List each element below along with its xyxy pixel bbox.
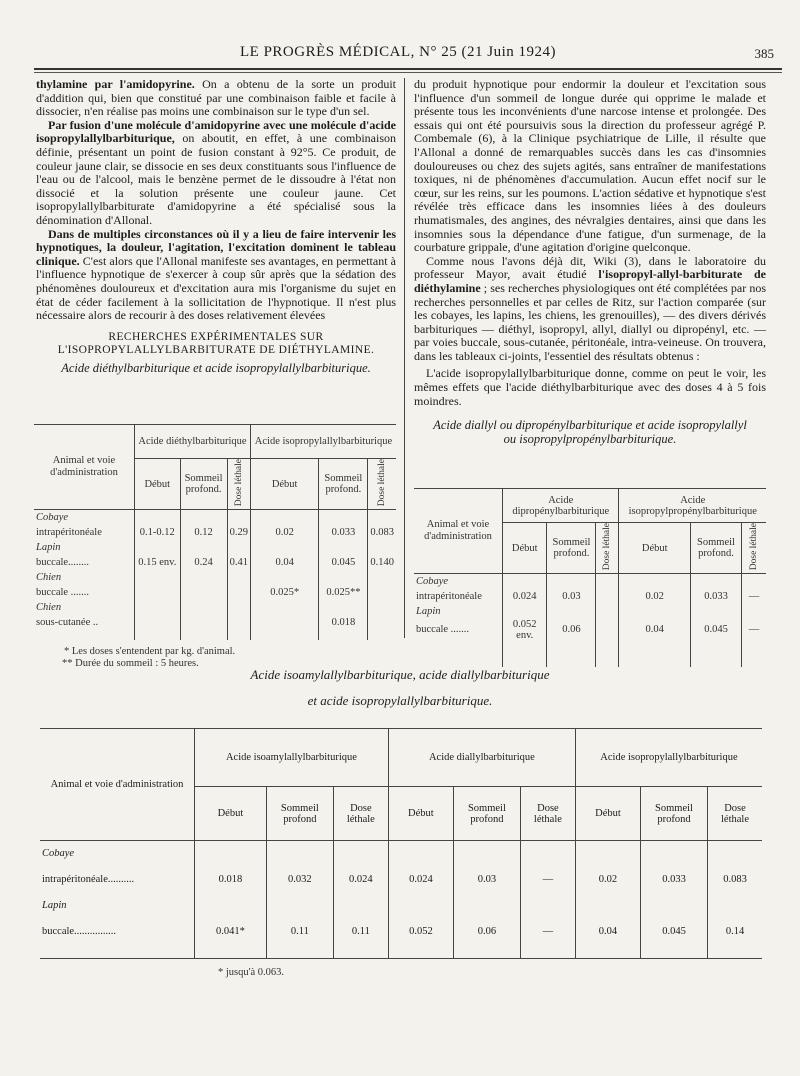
table2-pad-cell <box>691 641 742 667</box>
table1-cell-b3: 0.083 <box>370 526 394 538</box>
table2-row <box>414 619 766 641</box>
table3-caption-line2: et acide isopropylallylbarbiturique. <box>307 693 493 708</box>
table1-row <box>34 615 396 630</box>
table2-caption-line2: ou isopropylpropénylbarbiturique. <box>503 432 677 447</box>
table3-pad-cell <box>40 945 195 959</box>
table1-sommeil-b: Sommeil profond. <box>319 459 368 510</box>
table1-cell-b3 <box>368 615 396 630</box>
table1-cell-b3 <box>368 585 396 600</box>
table1-cell-a3 <box>227 615 250 630</box>
table1-cell-b1 <box>250 540 318 555</box>
table2-pad-cell <box>742 641 767 667</box>
table1-cell-b2: 0.025** <box>319 585 368 600</box>
paragraph-text: ; ses recherches physiologiques ont été complétées par nos recherches personnelles et par celles de Ritz, sur l'action comparée (sur les cobayes, les lapins, les chiens, les grenouilles), — des divers dérivés barbituriques — diéthyl, isopropyl, allyl, diallyl ou dipropényl, etc. — par voies buccale, sous-cutanée, péritonéale, intra-veineuse. On trouvera, dans les tableaux ci-joints, l'essentiel des résultats obtenus : <box>414 280 766 363</box>
table3-group-c: Acide isopropylallylbarbiturique <box>575 729 762 787</box>
table1-cell-label: buccale........ <box>34 555 135 570</box>
table3-cell-value <box>641 841 708 867</box>
bold-text: thylamine par l'amidopyrine. <box>36 77 195 91</box>
table1-debut-b: Début <box>250 459 318 510</box>
table3-cell-value <box>195 841 267 867</box>
table2-dose-b: Dose léthale <box>749 523 759 571</box>
table3-cell-value: 0.032 <box>266 867 333 893</box>
table1-row <box>34 585 396 600</box>
table2-row <box>414 574 766 589</box>
table1-cell-a1 <box>135 600 181 615</box>
table3-cell-value <box>266 893 333 919</box>
table2-cell-a1 <box>503 574 547 589</box>
table1-cell-b3 <box>368 540 396 555</box>
paragraph-text: On a obtenu de la sorte un produit d'addition qui, bien que constitué par une combinaison faible et facile à dissocier, n'en réalise pas moins une combinaison sur le type d'un sel. <box>36 77 396 119</box>
table1-cell-b3 <box>368 600 396 615</box>
table1-cell-b2: 0.045 <box>319 555 368 570</box>
table3-group-b: Acide diallylbarbiturique <box>388 729 575 787</box>
table1-cell-a2: 0.12 <box>180 525 227 540</box>
table3-cell-value: 0.018 <box>195 867 267 893</box>
table2-cell-label: Lapin <box>414 604 503 619</box>
table3-row <box>40 867 762 893</box>
table3 <box>40 728 762 979</box>
table3-pad-cell <box>266 945 333 959</box>
table2-pad-cell <box>414 641 503 667</box>
table1-cell-a1: 0.1-0.12 <box>135 525 181 540</box>
table3-caption-line1: Acide isoamylallylbarbiturique, acide diallylbarbiturique <box>250 667 550 682</box>
table2-cell-a3 <box>596 574 619 589</box>
table1-dose-a: Dose léthale <box>233 459 244 507</box>
table3-pad-cell <box>453 945 520 959</box>
table1-cell-b1 <box>250 570 318 585</box>
table2-cell-label: Cobaye <box>414 574 503 589</box>
table3-cell-value <box>575 893 640 919</box>
table1-cell-a2 <box>180 600 227 615</box>
table2-cell-a2: 0.03 <box>547 589 596 604</box>
table1-cell-a1 <box>135 510 181 525</box>
table1-cell-b2 <box>319 510 368 525</box>
paragraph-text: C'est alors que l'Allonal manifeste ses avantages, en permettant à l'influence hypnotique de s'exercer à coup sûr après que la sédation des phénomènes douloureux et d'excitation aura mis l'organisme du sujet en état de céder facilement à la sollicitation de l'hypnotique. Il n'est plus nécessaire alors de recourir à des doses relativement élevées <box>36 253 396 323</box>
header-rule-thin <box>34 72 782 73</box>
paragraph-text: on aboutit, en effet, à une combinaison définie, présentant un point de fusion constant à 92°5. Ce produit, de couleur jaune clair, se dissocie en ses deux constituants sous l'influence de l'eau ou de l'alcool, mais le benzène permet de le dissoudre à l'état non dissocié et la solution présente une couleur jaune. Cet isopropylallylbarbiturate d'amidopyrine a été spécialisé sous la dénomination d'Allonal. <box>36 131 396 227</box>
table2-cell-b2 <box>691 574 742 589</box>
table1 <box>34 424 396 670</box>
table3-cell-value <box>708 841 763 867</box>
right-paragraph-2 <box>414 255 766 364</box>
table3-cell-value: 0.045 <box>641 919 708 945</box>
table1-row <box>34 525 396 540</box>
table1-cell-b3 <box>368 510 396 525</box>
table3-cell-value: 0.11 <box>333 919 388 945</box>
table1-pad-cell <box>368 630 396 640</box>
table3-row <box>40 893 762 919</box>
table3-cell-value: 0.052 <box>388 919 453 945</box>
table1-cell-label: Lapin <box>34 540 135 555</box>
table1-note-1: * Les doses s'entendent par kg. d'animal. <box>64 645 236 657</box>
table3-pad-cell <box>333 945 388 959</box>
table3-debut-c: Début <box>575 787 640 841</box>
left-paragraph-3 <box>36 228 396 323</box>
table1-cell-b1: 0.02 <box>250 525 318 540</box>
table2-cell-a2 <box>547 574 596 589</box>
table3-cell-value <box>520 893 575 919</box>
table1-cell-b1 <box>250 615 318 630</box>
table1-cell-a3 <box>227 510 250 525</box>
table3-pad-cell <box>195 945 267 959</box>
table1-cell-a3 <box>227 540 250 555</box>
table2-cell-b3: — <box>748 590 760 602</box>
bold-text: Par fusion d'une molécule d'amidopyrine avec une molécule d'acide isopropylallylbarbiturique, <box>36 117 396 146</box>
table2-cell-label: buccale ....... <box>414 619 503 641</box>
table3-dose-a: Dose léthale <box>333 787 388 841</box>
table1-pad-cell <box>180 630 227 640</box>
table1-cell-b2: 0.018 <box>319 615 368 630</box>
table3-cell-value: — <box>520 867 575 893</box>
table1-cell-a1 <box>135 585 181 600</box>
right-paragraph-1: du produit hypnotique pour endormir la douleur et l'excitation sous l'influence d'un sommeil de longue durée qui opprime le malade et présente tous les inconvénients d'une narcose intense et prolongée. Des essais qui ont été poursuivis sous la direction du professeur agrégé P. Combemale (6), à la Clinique psychiatrique de Lille, il résulte que l'Allonal a donné de remarquables succès dans les cas d'insomnies douloureuses ou chez des sujets agités, sans entraîner de manifestations toxiques, ni de phénomènes d'accumulation. Aucun effet nocif sur le cœur, sur les reins, sur les poumons. L'action sédative et hypnotique s'est révélée très efficace dans les insomnies liées à des douleurs rhumatismales, des angines, des névralgies dentaires, ainsi que dans les insomnies sous la dépendance d'une fatigue, d'un surmenage, de la courbature grippale, d'une agitation d'origine quelconque. <box>414 77 766 255</box>
table2-cell-a2: 0.06 <box>547 619 596 641</box>
left-paragraph-1 <box>36 78 396 119</box>
table3-cell-value: 0.02 <box>575 867 640 893</box>
table1-group-a: Acide diéthylbarbiturique <box>135 425 251 459</box>
table3-cell-value: 0.11 <box>266 919 333 945</box>
table1-cell-label: Cobaye <box>34 510 135 525</box>
table1-cell-a3 <box>227 585 250 600</box>
table1-cell-b2: 0.033 <box>319 525 368 540</box>
table2-pad-cell <box>619 641 691 667</box>
table1-cell-label: buccale ....... <box>34 585 135 600</box>
table3-group-a: Acide isoamylallylbarbiturique <box>195 729 389 787</box>
table1-pad-cell <box>250 630 318 640</box>
table1-cell-b1: 0.04 <box>250 555 318 570</box>
table3-cell-value <box>520 841 575 867</box>
column-divider <box>404 78 405 638</box>
table3-cell-label: Lapin <box>40 893 195 919</box>
right-column <box>414 78 766 446</box>
table1-caption: Acide diéthylbarbiturique et acide isopropylallylbarbiturique. <box>61 360 371 375</box>
table2-col-animal: Animal et voie d'administration <box>414 489 503 574</box>
paragraph-text: Comme nous l'avons déjà dit, Wiki (3), dans le laboratoire du professeur Mayor, avait étudié <box>414 253 766 282</box>
table1-col-animal: Animal et voie d'administration <box>34 425 135 510</box>
table2-cell-b1: 0.04 <box>619 619 691 641</box>
page-number: 385 <box>754 46 774 61</box>
table3-cell-value: — <box>520 919 575 945</box>
table3-cell-value <box>266 841 333 867</box>
table2 <box>414 488 766 667</box>
table1-cell-b2 <box>319 600 368 615</box>
table2-sommeil-b: Sommeil profond. <box>691 523 742 574</box>
table1-cell-b1 <box>250 510 318 525</box>
table3-pad-row <box>40 945 762 959</box>
table3-cell-value: 0.06 <box>453 919 520 945</box>
table3-cell-value: 0.041* <box>195 919 267 945</box>
table1-cell-a2: 0.24 <box>180 555 227 570</box>
table2-cell-b1: 0.02 <box>619 589 691 604</box>
table3-cell-value: 0.14 <box>725 926 745 937</box>
table2-cell-b3 <box>742 604 767 619</box>
table3-col-animal: Animal et voie d'administration <box>40 729 195 841</box>
table2-cell-b3: — <box>748 624 760 636</box>
table2-group-b: Acide isopropylpropénylbarbiturique <box>619 489 766 523</box>
table3-sommeil-b: Sommeil profond <box>453 787 520 841</box>
table1-cell-a1 <box>135 615 181 630</box>
left-paragraph-2 <box>36 119 396 228</box>
table3-dose-b: Dose léthale <box>520 787 575 841</box>
table1-cell-a1 <box>135 570 181 585</box>
table2-cell-a3 <box>596 604 619 619</box>
table3-cell-value <box>453 893 520 919</box>
table2-cell-b3 <box>742 574 767 589</box>
table1-cell-a3 <box>227 570 250 585</box>
table1-cell-a1: 0.15 env. <box>135 555 181 570</box>
table2-group-a: Acide dipropénylbarbiturique <box>503 489 619 523</box>
table1-cell-a2 <box>180 615 227 630</box>
table1-cell-a2 <box>180 540 227 555</box>
table1-cell-b3 <box>368 570 396 585</box>
journal-title: LE PROGRÈS MÉDICAL, N° 25 (21 Juin 1924) <box>240 44 557 60</box>
table3-cell-value: 0.03 <box>453 867 520 893</box>
table2-debut-b: Début <box>619 523 691 574</box>
table1-debut-a: Début <box>135 459 181 510</box>
table1-row <box>34 570 396 585</box>
bold-text: l'isopropyl-allyl-barbiturate de diéthylamine <box>414 267 766 295</box>
table2-row <box>414 589 766 604</box>
table2-pad-row <box>414 641 766 667</box>
left-column <box>36 78 396 375</box>
table1-pad-cell <box>34 630 135 640</box>
table2-cell-b2: 0.045 <box>691 619 742 641</box>
table3-cell-value <box>641 893 708 919</box>
table1-pad-cell <box>319 630 368 640</box>
table3-sommeil-a: Sommeil profond <box>266 787 333 841</box>
table2-cell-label: intrapéritonéale <box>414 589 503 604</box>
table2-cell-a3 <box>596 619 619 641</box>
table3-row <box>40 919 762 945</box>
table3-note: * jusqu'à 0.063. <box>218 967 285 978</box>
table3-cell-label: Cobaye <box>40 841 195 867</box>
table3-pad-cell <box>575 945 640 959</box>
table1-row <box>34 600 396 615</box>
table1-cell-a3 <box>227 600 250 615</box>
table2-pad-cell <box>596 641 619 667</box>
table2-cell-b1 <box>619 574 691 589</box>
table1-cell-b1 <box>250 600 318 615</box>
table3-cell-value <box>388 893 453 919</box>
table3-cell-value: 0.024 <box>333 867 388 893</box>
table2-cell-a2 <box>547 604 596 619</box>
table1-cell-b2 <box>319 540 368 555</box>
table3-cell-value: 0.083 <box>723 874 747 885</box>
table1-cell-label: intrapéritonéale <box>34 525 135 540</box>
table1-cell-a2 <box>180 510 227 525</box>
table1-cell-a2 <box>180 585 227 600</box>
table2-sommeil-a: Sommeil profond. <box>547 523 596 574</box>
page-header <box>0 44 800 68</box>
table2-cell-a1 <box>503 604 547 619</box>
table1-cell-label: Chien <box>34 600 135 615</box>
table3-pad-cell <box>520 945 575 959</box>
table3-cell-value: 0.024 <box>388 867 453 893</box>
table1-cell-a2 <box>180 570 227 585</box>
header-rule <box>34 68 782 70</box>
table3-pad-cell <box>388 945 453 959</box>
table1-pad-cell <box>227 630 250 640</box>
table2-cell-a1: 0.052 env. <box>503 619 547 641</box>
table3-dose-c: Dose léthale <box>708 787 763 841</box>
table1-sommeil-a: Sommeil profond. <box>180 459 227 510</box>
section-heading: RECHERCHES EXPÉRIMENTALES SUR L'ISOPROPYLALLYLBARBITURATE DE DIÉTHYLAMINE. <box>57 330 375 356</box>
table3-cell-value <box>708 893 763 919</box>
table1-cell-a3: 0.29 <box>227 525 250 540</box>
table1-cell-a1 <box>135 540 181 555</box>
table3-debut-b: Début <box>388 787 453 841</box>
table3-debut-a: Début <box>195 787 267 841</box>
table3-cell-value <box>388 841 453 867</box>
table3-cell-value <box>333 841 388 867</box>
table2-cell-b2: 0.033 <box>691 589 742 604</box>
table3-cell-label: buccale................ <box>40 919 195 945</box>
table3-cell-value <box>575 841 640 867</box>
right-paragraph-3: L'acide isopropylallylbarbiturique donne, comme on peut le voir, les mêmes effets que l'acide diéthylbarbiturique avec des doses 4 à 5 fois moindres. <box>414 366 766 408</box>
table1-cell-label: sous-cutanée .. <box>34 615 135 630</box>
table2-cell-a3 <box>596 589 619 604</box>
table3-sommeil-c: Sommeil profond <box>641 787 708 841</box>
table3-pad-cell <box>708 945 763 959</box>
table1-pad-cell <box>135 630 181 640</box>
table3-pad-cell <box>641 945 708 959</box>
table2-caption-line1: Acide diallyl ou dipropénylbarbiturique et acide isopropylallyl <box>433 418 747 433</box>
table2-cell-a1: 0.024 <box>503 589 547 604</box>
table3-cell-value: 0.033 <box>641 867 708 893</box>
table1-cell-a3: 0.41 <box>227 555 250 570</box>
table2-cell-b2 <box>691 604 742 619</box>
table3-cell-value <box>453 841 520 867</box>
table1-pad-row <box>34 630 396 640</box>
table1-cell-b1: 0.025* <box>250 585 318 600</box>
table1-row <box>34 555 396 570</box>
table2-pad-cell <box>547 641 596 667</box>
bold-text: Dans de multiples circonstances où il y a lieu de faire intervenir les hypnotiques, la douleur, l'agitation, l'excitation dominent le tableau clinique. <box>36 226 396 268</box>
table1-cell-b3: 0.140 <box>370 556 394 568</box>
table1-dose-b: Dose léthale <box>377 459 388 507</box>
table2-debut-a: Début <box>503 523 547 574</box>
table1-cell-label: Chien <box>34 570 135 585</box>
table3-cell-value <box>333 893 388 919</box>
table1-row <box>34 510 396 525</box>
table2-cell-b1 <box>619 604 691 619</box>
table1-group-b: Acide isopropylallylbarbiturique <box>250 425 396 459</box>
table1-note-2: ** Durée du sommeil : 5 heures. <box>62 657 199 669</box>
table3-cell-label: intrapéritonéale.......... <box>40 867 195 893</box>
table2-pad-cell <box>503 641 547 667</box>
table3-cell-value: 0.04 <box>575 919 640 945</box>
table1-cell-b2 <box>319 570 368 585</box>
table3-cell-value <box>195 893 267 919</box>
table2-row <box>414 604 766 619</box>
table3-row <box>40 841 762 867</box>
table1-row <box>34 540 396 555</box>
table2-dose-a: Dose léthale <box>602 523 613 571</box>
